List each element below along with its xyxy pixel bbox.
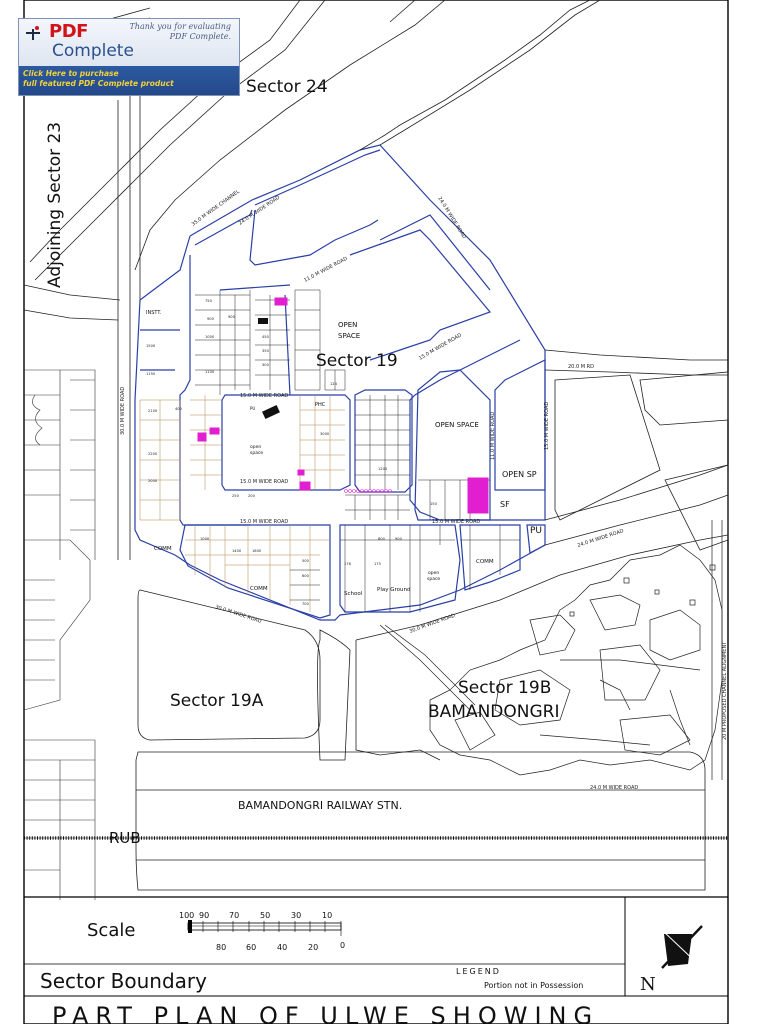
railway-station-label: BAMANDONGRI RAILWAY STN. <box>238 799 403 812</box>
pdf-purchase-line-1[interactable]: Click Here to purchase <box>23 69 119 78</box>
plot-number: 124 <box>330 382 337 386</box>
plot-number: 3000 <box>320 432 330 436</box>
road-label-15-b: 15.0 M WIDE ROAD <box>544 401 550 450</box>
scale-tick-top-100: 100 <box>179 911 195 920</box>
road-label-30-left: 30.0 M WIDE ROAD <box>120 386 126 435</box>
open-space-label-2: SPACE <box>338 332 361 340</box>
plot-number: 2200 <box>148 452 158 456</box>
pdf-logo-title: PDF <box>49 21 88 42</box>
plot-number: 176 <box>344 562 351 566</box>
adjoining-sector-23-label: Adjoining Sector 23 <box>45 121 65 288</box>
plot-number: 1000 <box>205 335 215 339</box>
scale-tick-top-90: 90 <box>199 911 210 920</box>
scale-tick-bottom-20: 20 <box>308 943 319 952</box>
plot-number: 700 <box>302 602 309 606</box>
open-space-label-3: OPEN SPACE <box>435 421 479 429</box>
road-label-11-b: 11.0 M WIDE ROAD <box>490 411 496 460</box>
plot-number: 200 <box>248 494 255 498</box>
plot-number: 900 <box>395 537 402 541</box>
plot-number: 750 <box>205 299 212 303</box>
school-label: School <box>344 591 363 597</box>
road-label-24-b: 24.0 M WIDE ROAD <box>436 195 467 240</box>
pdf-logo-icon <box>25 25 41 41</box>
plot-number: 350 <box>262 349 269 353</box>
open-space-label-5: open <box>250 445 262 450</box>
pdf-eval-text <box>111 22 231 42</box>
plot-number: 800 <box>378 537 385 541</box>
open-space-label-6: space <box>250 451 264 456</box>
pdf-purchase-line-2[interactable]: full featured PDF Complete product <box>23 79 174 88</box>
plot-number: 250 <box>232 494 239 498</box>
sector-19a-label: Sector 19A <box>170 691 264 711</box>
open-space-label-1: OPEN <box>338 321 358 329</box>
plot-number: 600 <box>302 574 309 578</box>
comm-label-1: COMM <box>154 546 172 552</box>
plot-number: 2100 <box>148 409 158 413</box>
scale-bar-block <box>188 920 192 933</box>
plot-number: 900 <box>228 315 235 319</box>
sf-label: SF <box>500 500 510 509</box>
road-label-24-right: 24.0 M WIDE ROAD <box>576 528 625 549</box>
plot-number: 1800 <box>252 549 262 553</box>
plot-number: 1200 <box>378 467 388 471</box>
pu-small-label: PU <box>250 406 256 411</box>
plot-number: 300 <box>262 363 269 367</box>
plot-number: 1500 <box>146 344 156 348</box>
pdf-purchase-link[interactable] <box>23 69 174 89</box>
instt-label: INSTT. <box>146 310 162 316</box>
scale-tick-top-30: 30 <box>291 911 302 920</box>
scale-tick-bottom-40: 40 <box>277 943 288 952</box>
plot-number: 1150 <box>146 372 156 376</box>
road-label-channel-proposed: 20 M PROPOSED CHANNEL ALIGNMENT <box>722 641 728 740</box>
north-label: N <box>640 974 656 995</box>
scale-tick-bottom-0: 0 <box>340 941 346 950</box>
sector-19b-label: Sector 19B <box>458 678 552 698</box>
comm-label-2: COMM <box>250 586 268 592</box>
plot-number: 500 <box>302 559 309 563</box>
road-label-15-c: 15.0 M WIDE ROAD <box>240 393 289 399</box>
phc-label: PHC <box>315 402 326 408</box>
road-label-15-d: 15.0 M WIDE ROAD <box>240 519 289 525</box>
road-label-15-f: 15.0 M WIDE ROAD <box>240 479 289 485</box>
plot-number: 1000 <box>200 537 210 541</box>
scale-bar-track <box>188 923 341 930</box>
plot-number: 2000 <box>148 479 158 483</box>
plot-number: 150 <box>430 502 437 506</box>
road-label-11: 11.0 M WIDE ROAD <box>303 255 349 284</box>
plot-number: 450 <box>262 335 269 339</box>
road-label-15-a: 15.0 M WIDE ROAD <box>418 332 463 362</box>
road-label-24-a: 24.0 M WIDE ROAD <box>237 194 282 227</box>
play-ground-label: Play Ground <box>377 587 411 593</box>
scale-tick-top-10: 10 <box>322 911 333 920</box>
sector-19-label: Sector 19 <box>316 351 398 371</box>
plot-number: 400 <box>175 407 182 411</box>
rub-label: RUB <box>109 829 141 847</box>
pdf-eval-line-2: PDF Complete. <box>169 32 231 41</box>
pdf-complete-banner[interactable] <box>18 18 240 96</box>
bamandongri-label: BAMANDONGRI <box>428 702 560 722</box>
legend-title: LEGEND <box>456 967 501 976</box>
road-label-channel-35: 35.0 M WIDE CHANNEL <box>190 188 241 228</box>
plot-number: 175 <box>374 562 381 566</box>
scale-tick-bottom-60: 60 <box>246 943 257 952</box>
road-label-30-bottom-a: 30.0 M WIDE ROAD <box>214 604 263 625</box>
plot-number: 1400 <box>232 549 242 553</box>
sector-24-label: Sector 24 <box>246 77 328 97</box>
open-space-label-4: OPEN SP <box>502 470 537 479</box>
scale-tick-top-50: 50 <box>260 911 271 920</box>
road-label-15-e: 15.0 M WIDE ROAD <box>432 519 481 525</box>
pdf-logo-subtitle: Complete <box>52 41 134 61</box>
comm-label-3: COMM <box>476 559 494 565</box>
open-space-label-7: open <box>428 571 440 576</box>
footer-title: PART PLAN OF ULWE SHOWING <box>52 1002 600 1024</box>
open-space-label-8: space <box>427 577 441 582</box>
road-label-20: 20.0 M RD <box>568 364 594 370</box>
plot-number: 900 <box>207 317 214 321</box>
scale-tick-top-70: 70 <box>229 911 240 920</box>
scale-label: Scale <box>87 920 136 941</box>
road-label-30-bottom-b: 30.0 M WIDE ROAD <box>408 612 457 635</box>
plot-number: 1100 <box>205 370 215 374</box>
legend-not-in-possession: Portion not in Possession <box>484 981 584 990</box>
pdf-eval-line-1: Thank you for evaluating <box>129 22 231 31</box>
pu-label: PU <box>530 526 543 536</box>
legend-sector-boundary: Sector Boundary <box>40 969 207 993</box>
scale-tick-bottom-80: 80 <box>216 943 227 952</box>
road-label-24-rail: 24.0 M WIDE ROAD <box>590 785 639 791</box>
